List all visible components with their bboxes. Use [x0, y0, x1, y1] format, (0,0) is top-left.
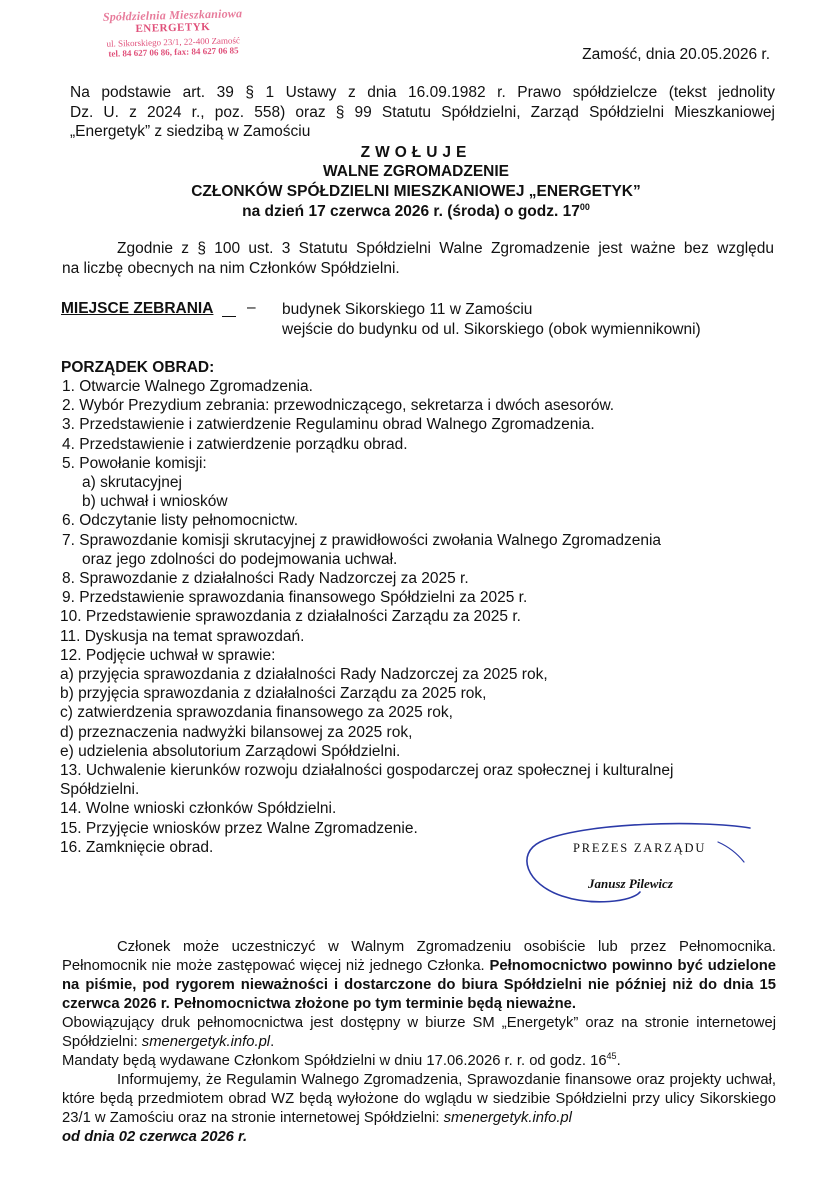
documents-text: Informujemy, że Regulamin Walnego Zgromadzenia, Sprawozdanie finansowe oraz projekty uchwał, które będą przedmiotem obrad WZ będą wyłożone do wglądu w siedzibie Spółdzielni przy ulicy Sikorskiego 23/1 w Zamościu oraz na stronie internetowej Spółdzielni: — [62, 1072, 776, 1126]
agenda-item: 8. Sprawozdanie z działalności Rady Nadzorczej za 2025 r. — [62, 570, 469, 588]
agenda-item: 9. Przedstawienie sprawozdania finansowego Spółdzielni za 2025 r. — [62, 589, 528, 607]
agenda-item: 6. Odczytanie listy pełnomocnictw. — [62, 512, 299, 530]
proxy-text: Członek może uczestniczyć w Walnym Zgromadzeniu osobiście lub przez Pełnomocnika. Pełnomocnik nie może zastępować więcej niż jednego Członka. — [62, 939, 776, 974]
agenda-title: PORZĄDEK OBRAD: — [61, 359, 215, 376]
place-dash: – — [247, 299, 256, 316]
heading-members: CZŁONKÓW SPÓŁDZIELNI MIESZKANIOWEJ „ENERGETYK” — [191, 183, 641, 200]
agenda-item: 7. Sprawozdanie komisji skrutacyjnej z prawidłowości zwołania Walnego Zgromadzenia — [62, 531, 662, 549]
proxy-form-text: Obowiązujący druk pełnomocnictwa jest dostępny w biurze SM „Energetyk” oraz na stronie internetowej Spółdzielni: — [62, 1015, 776, 1050]
document-date: Zamość, dnia 20.05.2026 r. — [582, 46, 770, 63]
agenda-item: 14. Wolne wnioski członków Spółdzielni. — [60, 800, 337, 818]
agenda-list — [62, 377, 782, 857]
meeting-place-label — [61, 300, 213, 318]
agenda-subitem: a) skrutacyjnej — [82, 474, 182, 492]
intro-line-2: Dz. U. z 2024 r., poz. 558) oraz § 99 Statutu Spółdzielni, Zarząd Spółdzielni Mieszkaniowej — [70, 103, 775, 121]
agenda-subitem: c) zatwierdzenia sprawozdania finansowego za 2025 rok, — [60, 704, 453, 722]
agenda-item: 1. Otwarcie Walnego Zgromadzenia. — [62, 378, 313, 395]
agenda-item-continuation: oraz jego zdolności do podejmowania uchwał. — [82, 550, 398, 568]
agenda-subitem: e) udzielenia absolutorium Zarządowi Spółdzielni. — [60, 742, 401, 760]
cooperative-stamp — [87, 6, 258, 59]
intro-line-3: „Energetyk” z siedzibą w Zamościu — [70, 123, 311, 140]
agenda-subitem: d) przeznaczenia nadwyżki bilansowej za 2025 rok, — [60, 723, 413, 741]
signature-title: PREZES ZARZĄDU — [573, 841, 707, 855]
agenda-item: 2. Wybór Prezydium zebrania: przewodniczącego, sekretarza i dwóch asesorów. — [62, 397, 615, 415]
agenda-item: 13. Uchwalenie kierunków rozwoju działalności gospodarczej oraz społecznej i kulturalnej — [60, 762, 674, 780]
mandates-paragraph — [62, 1052, 776, 1071]
validity-line-2: na liczbę obecnych na nim Członków Spółdzielni. — [62, 260, 400, 277]
president-signature-block — [522, 822, 762, 912]
validity-paragraph — [62, 239, 774, 279]
agenda-subitem: b) uchwał i wniosków — [82, 493, 228, 511]
agenda-item: 12. Podjęcie uchwał w sprawie: — [60, 646, 276, 664]
agenda-item: 4. Przedstawienie i zatwierdzenie porządku obrad. — [62, 435, 408, 453]
meeting-time-minutes: 00 — [579, 202, 590, 212]
stamp-line-4: tel. 84 627 06 86, fax: 84 627 06 85 — [108, 45, 239, 59]
agenda-item: 15. Przyjęcie wniosków przez Walne Zgromadzenie. — [60, 819, 418, 837]
stamp-line-1: Spółdzielnia Mieszkaniowa — [102, 6, 243, 24]
heading-meeting-date — [0, 202, 832, 222]
agenda-item: 11. Dyskusja na temat sprawozdań. — [60, 627, 305, 645]
agenda-item: 5. Powołanie komisji: — [62, 454, 207, 472]
stamp-line-2: ENERGETYK — [135, 21, 211, 35]
signature-name: Janusz Pilewicz — [588, 876, 673, 891]
heading-general-assembly: WALNE ZGROMADZENIE — [323, 163, 509, 180]
place-line-2: wejście do budynku od ul. Sikorskiego (obok wymiennikowni) — [282, 320, 701, 338]
agenda-item-continuation: Spółdzielni. — [60, 781, 140, 799]
proxy-form-paragraph — [62, 1014, 776, 1052]
documents-paragraph — [62, 1071, 776, 1147]
documents-date: od dnia 02 czerwca 2026 r. — [62, 1129, 248, 1145]
mandates-time-minutes: 45 — [606, 1051, 617, 1061]
heading-convenes: ZWOŁUJE — [360, 144, 472, 161]
agenda-item: 16. Zamknięcie obrad. — [60, 838, 214, 856]
intro-line-1: Na podstawie art. 39 § 1 Ustawy z dnia 16.09.1982 r. Prawo spółdzielcze (tekst jednolity — [70, 84, 775, 101]
agenda-subitem: a) przyjęcia sprawozdania z działalności Rady Nadzorczej za 2025 rok, — [60, 666, 548, 684]
meeting-place-label-text: MIEJSCE ZEBRANIA — [61, 300, 214, 317]
proxy-deadline-text: Pełnomocnictwo powinno być udzielone na piśmie, pod rygorem nieważności i dostarczone do biura Spółdzielni nie później niż do dnia 15 czerwca 2026 r. Pełnomocnictwa złożone po tym terminie będą nieważne. — [62, 958, 777, 1012]
proxy-form-end: . — [270, 1034, 275, 1050]
signature-scribble — [522, 822, 762, 912]
website-link[interactable]: smenergetyk.info.pl — [141, 1034, 271, 1050]
website-link[interactable]: smenergetyk.info.pl — [443, 1110, 572, 1126]
agenda-item: 3. Przedstawienie i zatwierdzenie Regulaminu obrad Walnego Zgromadzenia. — [62, 416, 595, 434]
meeting-place-address — [282, 300, 701, 339]
mandates-end: . — [616, 1053, 621, 1069]
validity-line-1: Zgodnie z § 100 ust. 3 Statutu Spółdzielni Walne Zgromadzenie jest ważne bez względu — [117, 240, 774, 257]
stamp-line-3: ul. Sikorskiego 23/1, 22-400 Zamość — [106, 35, 241, 49]
meeting-date-text: na dzień 17 czerwca 2026 r. (środa) o godz. 17 — [242, 203, 580, 220]
mandates-text: Mandaty będą wydawane Członkom Spółdzielni w dniu 17.06.2026 r. r. od godz. 16 — [62, 1053, 607, 1069]
proxy-paragraph — [62, 938, 776, 1014]
place-label-underline — [222, 316, 236, 317]
place-line-1: budynek Sikorskiego 11 w Zamościu — [282, 301, 533, 318]
footer-notes — [62, 938, 776, 1147]
legal-basis-paragraph — [70, 83, 775, 142]
agenda-item: 10. Przedstawienie sprawozdania z działalności Zarządu za 2025 r. — [60, 608, 521, 626]
agenda-subitem: b) przyjęcia sprawozdania z działalności Zarządu za 2025 rok, — [60, 685, 487, 703]
